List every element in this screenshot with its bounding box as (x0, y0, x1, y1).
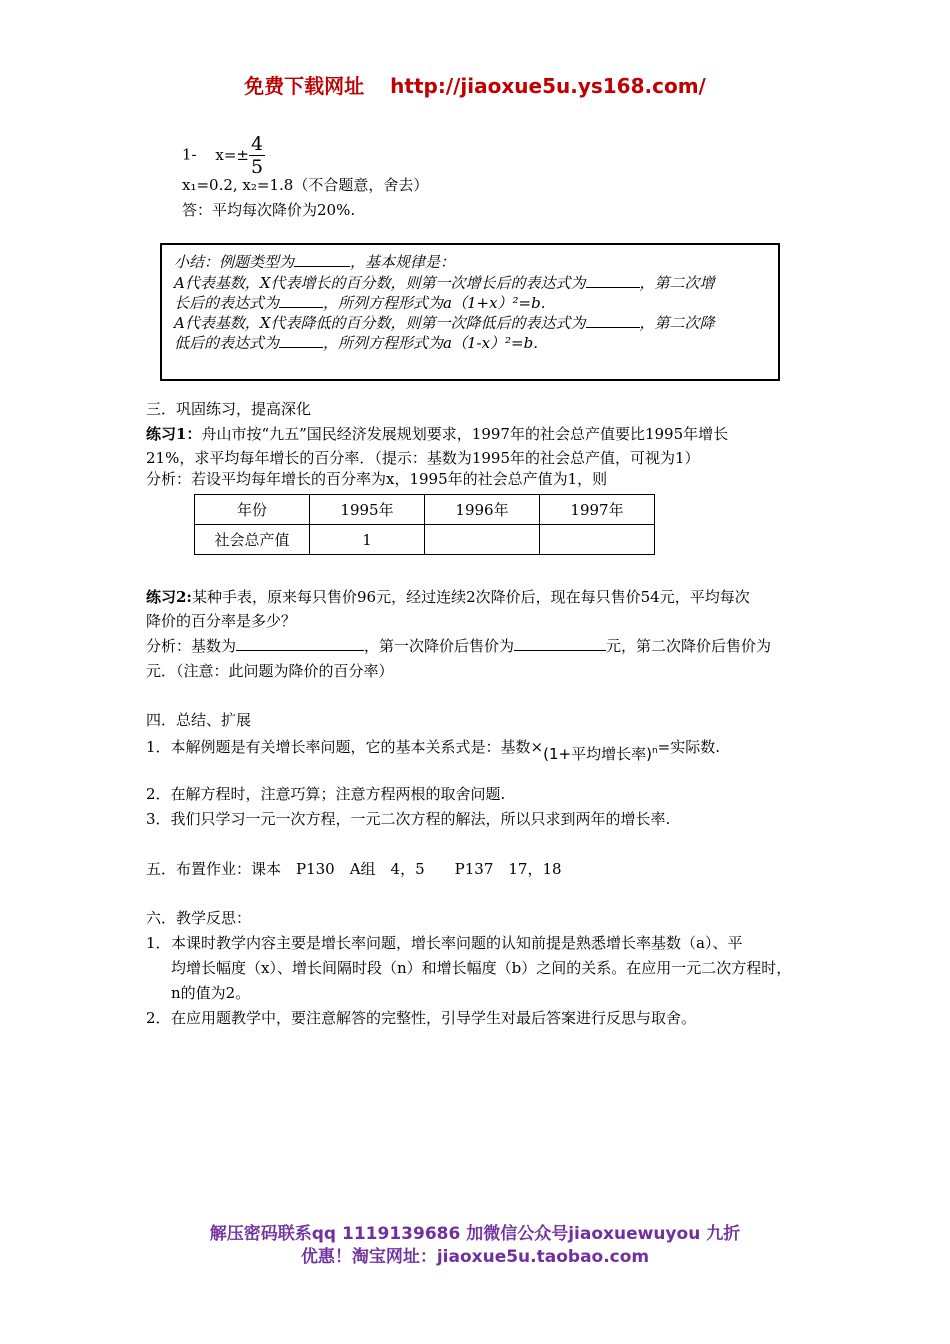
step1-x: x=± (215, 145, 250, 164)
blank[interactable] (294, 266, 350, 267)
growth-formula: (1+平均增长率)$^n$ (543, 745, 658, 763)
table-cell: 社会总产值 (195, 525, 310, 555)
exercise1-line2: 21%，求平均每年增长的百分率．（提示：基数为1995年的社会总产值，可视为1） (146, 449, 700, 467)
blank[interactable] (514, 650, 606, 651)
blank[interactable] (586, 287, 640, 288)
section4-item1: 1．本解例题是有关增长率问题，它的基本关系式是：基数×(1+平均增长率)$^n$=实际数. (146, 738, 721, 763)
exercise1-label: 练习1： (146, 425, 202, 443)
blank[interactable] (279, 307, 323, 308)
exercise2-analysis: 分析：基数为 ，第一次降价后售价为 元，第二次降价后售价为 (146, 637, 772, 655)
fraction (249, 133, 265, 178)
step1-prefix: 1- (182, 145, 197, 164)
section4-item2: 2．在解方程时，注意巧算；注意方程两根的取舍问题. (146, 785, 506, 803)
exercise1-analysis: 分析：若设平均每年增长的百分率为x，1995年的社会总产值为1，则 (146, 470, 608, 488)
table-header: 1997年 (540, 495, 655, 525)
section6-item1-num: 1． (146, 934, 171, 952)
table-cell[interactable] (540, 525, 655, 555)
section6-item1-line3: n的值为2。 (171, 984, 251, 1002)
footer-line-2[interactable]: 优惠！淘宝网址：jiaoxue5u.taobao.com (300, 1247, 650, 1267)
header-title: 免费下载网址 (244, 74, 365, 98)
answer-line: 答：平均每次降价为20%. (182, 201, 356, 219)
fraction-denominator: 5 (251, 156, 264, 178)
solution-step1 (182, 133, 265, 178)
table-header: 年份 (195, 495, 310, 525)
header-url[interactable]: http://jiaoxue5u.ys168.com/ (390, 74, 706, 98)
roots-line: x₁=0.2, x₂=1.8（不合题意，舍去） (182, 176, 429, 194)
section3-heading: 三．巩固练习，提高深化 (146, 400, 312, 418)
exercise2-label: 练习2: (146, 588, 192, 606)
exercise1-line1: 练习1：舟山市按“九五”国民经济发展规划要求，1997年的社会总产值要比1995年增长 (146, 425, 729, 443)
section6-item1-line2: 均增长幅度（x）、增长间隔时段（n）和增长幅度（b）之间的关系。在应用一元二次方程时， (171, 959, 792, 977)
footer-line-1: 解压密码联系qq 1119139686 加微信公众号jiaoxuewuyou 九折 (209, 1224, 741, 1244)
growth-table (194, 494, 655, 555)
section5-homework: 五．布置作业：课本 P130 A组 4，5 P137 17，18 (146, 860, 562, 878)
table-header-row (195, 495, 655, 525)
fraction-numerator: 4 (251, 133, 264, 155)
section6-heading: 六．教学反思： (146, 909, 252, 927)
section6-item1-line1: 本课时教学内容主要是增长率问题，增长率问题的认知前提是熟悉增长率基数（a）、平 (171, 934, 743, 952)
table-cell: 1 (310, 525, 425, 555)
exercise2-line1: 练习2:某种手表，原来每只售价96元，经过连续2次降价后，现在每只售价54元，平均每次 (146, 588, 750, 606)
table-row (195, 525, 655, 555)
table-header: 1995年 (310, 495, 425, 525)
summary-line-1: 小结：例题类型为 ，基本规律是： (174, 253, 456, 271)
summary-line-4: A代表基数，X代表降低的百分数，则第一次降低后的表达式为 ，第二次降 (174, 314, 715, 332)
blank[interactable] (586, 327, 640, 328)
section4-heading: 四．总结、扩展 (146, 711, 252, 729)
section6-item2-line1: 在应用题教学中，要注意解答的完整性，引导学生对最后答案进行反思与取舍。 (171, 1009, 697, 1027)
blank[interactable] (279, 347, 323, 348)
page-header (0, 70, 950, 99)
section6-item2-num: 2． (146, 1009, 171, 1027)
summary-line-2: A代表基数，X代表增长的百分数，则第一次增长后的表达式为 ，第二次增 (174, 274, 715, 292)
summary-line-5: 低后的表达式为 ，所列方程形式为a（1-x）²=b. (174, 334, 538, 352)
table-header: 1996年 (425, 495, 540, 525)
summary-line-3: 长后的表达式为 ，所列方程形式为a（1+x）²=b. (174, 294, 546, 312)
exercise2-line2: 降价的百分率是多少？ (146, 612, 297, 630)
table-cell[interactable] (425, 525, 540, 555)
exercise2-note: 元．（注意：此问题为降价的百分率） (146, 662, 394, 680)
blank[interactable] (236, 650, 364, 651)
summary-box (160, 243, 780, 381)
section4-item3: 3．我们只学习一元一次方程，一元二次方程的解法，所以只求到两年的增长率. (146, 810, 671, 828)
